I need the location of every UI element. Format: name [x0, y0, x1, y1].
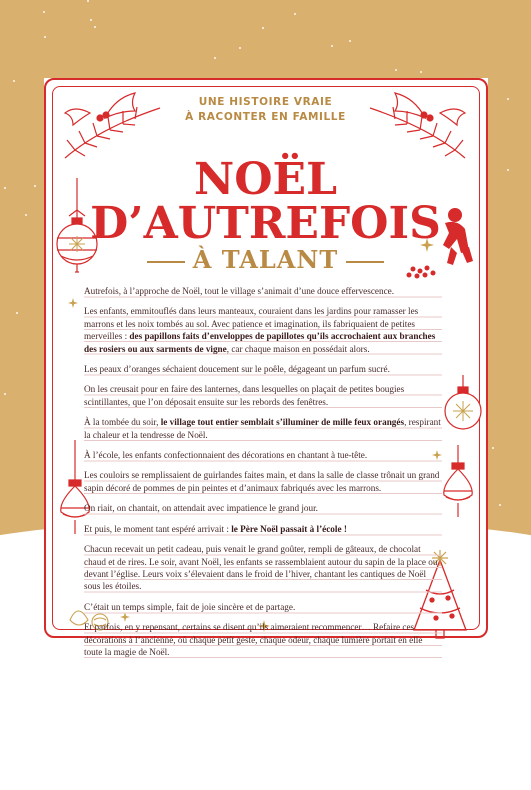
ornament-ball-right-icon [443, 375, 483, 445]
story-run: On riait, on chantait, on attendait avec impatience le grand jour. [84, 503, 318, 514]
story-paragraph [84, 523, 442, 536]
snowflake [420, 71, 422, 73]
story-paragraph [84, 601, 442, 614]
snowflake [16, 312, 18, 314]
story-run: Chacun recevait un petit cadeau, puis venait le grand goûter, rempli de gâteaux, de chocolat chaud et de rires. Le soir, avant Noël, les enfants se rassemblaient autour du sapin de la place ou devant l’église. Leurs voix s’élevaient dans le froid de l’hiver, chantant les cantiques de Noël sous les étoiles. [84, 544, 438, 592]
snowflake [262, 27, 264, 29]
snowflake [44, 36, 46, 38]
story-emphasis: le village tout entier semblait s’illuminer de mille feux orangés [160, 417, 405, 428]
snowflake [499, 504, 501, 506]
snowflake [349, 40, 351, 42]
story-paragraph [84, 285, 442, 298]
story-run: On les creusait pour en faire des lanternes, dans lesquelles on plaçait de petites bougies scintillantes, que l’on déposait ensuite sur les rebords des fenêtres. [84, 384, 405, 407]
story-run: C’était un temps simple, fait de joie sincère et de partage. [84, 601, 296, 612]
title-line-2: D’AUTREFOIS [90, 198, 441, 249]
snowflake [4, 393, 6, 395]
title-line-3-text: À TALANT [192, 245, 339, 274]
title-line-3 [0, 245, 531, 274]
title-rule-right [346, 261, 384, 263]
story-run: Autrefois, à l’approche de Noël, tout le village s’animait d’une douce effervescence. [84, 286, 395, 296]
snowflake [87, 0, 89, 2]
story-paragraph [84, 469, 442, 495]
story-run: À la tombée du soir, [84, 417, 161, 428]
story-paragraph [84, 449, 442, 462]
story-emphasis: le Père Noël passait à l’école ! [231, 523, 347, 534]
subtitle-line-2: À RACONTER EN FAMILLE [185, 111, 346, 123]
story-run: Et puis, le moment tant espéré arrivait : [84, 523, 232, 534]
title-rule-left [147, 261, 185, 263]
snowflake [239, 47, 241, 49]
story-paragraph [84, 502, 442, 515]
snowflake [214, 57, 216, 59]
snowflake [492, 447, 494, 449]
title-line-1: NOËL [193, 154, 338, 205]
story-run: Les peaux d’oranges séchaient doucement sur le poêle, dégageant un parfum sucré. [84, 364, 390, 375]
snowflake [13, 80, 15, 82]
story-run: Les enfants, emmitouflés dans leurs manteaux, couraient dans les jardins pour ramasser les marrons et les noix tombés au sol. Avec patience et imagination, ils fabriquaient de petites merveilles : [84, 306, 419, 342]
snowflake [331, 45, 333, 47]
story-paragraph [84, 363, 442, 376]
snowflake [94, 26, 96, 28]
snowflake [43, 11, 45, 13]
story-paragraph [84, 305, 442, 356]
story-paragraph [84, 416, 442, 442]
snowflake [395, 69, 397, 71]
story-run: Les couloirs se remplissaient de guirlandes faites main, et dans la salle de classe trônait un grand sapin décoré de pommes de pin peintes et d’animaux fabriqués avec les marrons. [84, 470, 440, 493]
story-paragraph [84, 543, 442, 594]
story-run: , car chaque maison en possédait alors. [226, 343, 370, 354]
story-text [84, 285, 442, 666]
story-run: , respirant la chaleur et la tendresse de Noël. [84, 417, 441, 440]
subtitle-line-1: UNE HISTOIRE VRAIE [198, 96, 333, 108]
story-emphasis: des papillons faits d’enveloppes de papillotes qu’ils accrochaient aux branches des rosiers ou aux sarments de vigne [84, 331, 436, 354]
star-decoration-icon [68, 298, 78, 308]
story-paragraph [84, 383, 442, 409]
story-paragraph [84, 621, 442, 659]
story-run: Et parfois, en y repensant, certains se disent qu’ils aimeraient recommencer… Refaire ces décorations à l’ancienne, où chaque petit geste, chaque odeur, chaque lumière portait en elle toute la magie de Noël. [84, 622, 423, 657]
ornament-drop-right-icon [438, 445, 478, 525]
story-run: À l’école, les enfants confectionnaient des décorations en chantant à tue-tête. [84, 450, 368, 461]
snowflake [294, 13, 296, 15]
snowflake [90, 19, 92, 21]
